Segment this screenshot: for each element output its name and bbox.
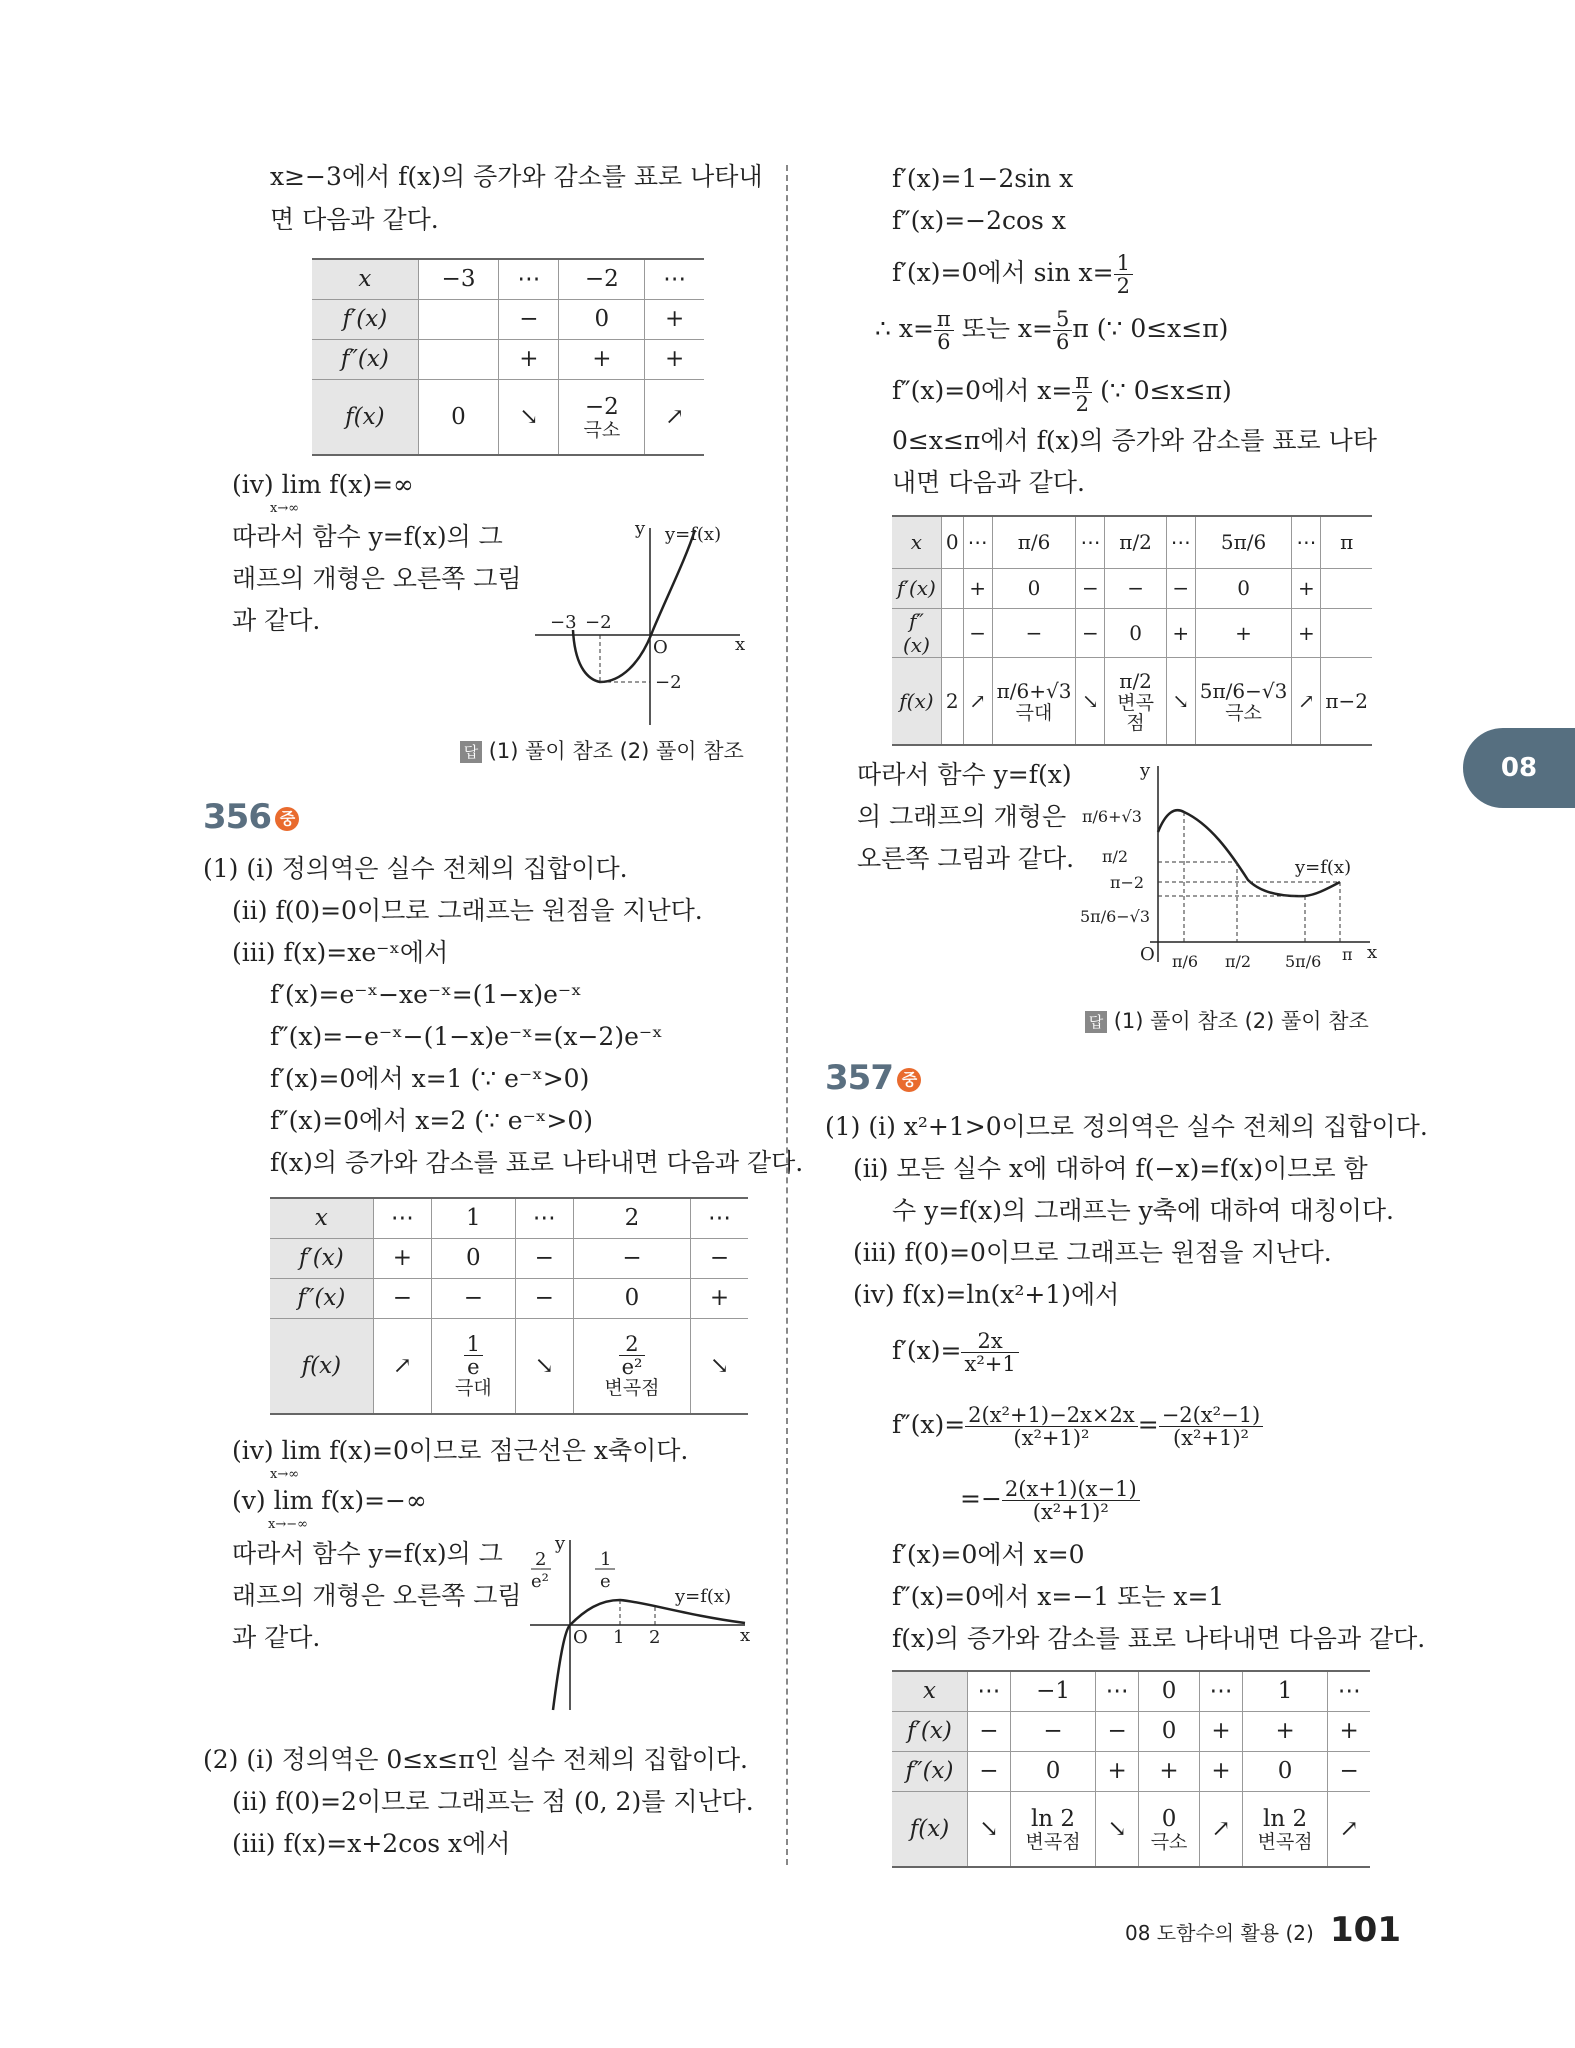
inflection-note: 변곡점 — [1025, 1830, 1081, 1853]
table-row — [270, 1238, 748, 1278]
table-cell: 0 — [992, 568, 1076, 608]
table-cell: f(x) — [312, 379, 418, 455]
table-cell — [1321, 608, 1372, 657]
table-cell: + — [499, 339, 559, 379]
table-cell — [574, 1318, 691, 1414]
inflection-note: 변곡점 — [1257, 1830, 1313, 1853]
s2-ii: (ii) f(0)=2이므로 그래프는 점 (0, 2)를 지난다. — [232, 1787, 754, 1816]
table-cell: x — [312, 259, 418, 299]
tick-2: 2 — [649, 1627, 661, 1648]
table-cell: x — [892, 516, 941, 568]
answer-icon: 답 — [1085, 1011, 1107, 1033]
graph1-text-2: 래프의 개형은 오른쪽 그림 — [232, 564, 522, 593]
table-cell: ⋯ — [1166, 516, 1195, 568]
table-row — [270, 1278, 748, 1318]
table-cell: −3 — [418, 259, 499, 299]
label-mid: π/2 — [1102, 847, 1129, 866]
table-cell: 1 — [432, 1198, 515, 1238]
table-cell: + — [1242, 1711, 1328, 1751]
intro-line-1: x≥−3에서 f(x)의 증가와 감소를 표로 나타내 — [270, 162, 763, 191]
table-cell: f″(x) — [892, 1751, 968, 1791]
table-cell: + — [1292, 568, 1321, 608]
graph2-text-3: 과 같다. — [232, 1623, 321, 1652]
table-cell: + — [1139, 1751, 1200, 1791]
fraction: $\frac{\pi}{6}$ — [934, 308, 954, 353]
table-cell: − — [1076, 568, 1105, 608]
table-cell: ⋯ — [690, 1198, 748, 1238]
s1-table-intro: f(x)의 증가와 감소를 표로 나타내면 다음과 같다. — [270, 1148, 804, 1177]
q-z1: f′(x)=0에서 x=0 — [892, 1540, 1085, 1569]
table-cell: ↗ — [1200, 1791, 1243, 1867]
s1-z1: f′(x)=0에서 x=1 (∵ e⁻ˣ>0) — [270, 1064, 590, 1093]
table-cell: 0 — [432, 1238, 515, 1278]
label-2-den: e² — [531, 1571, 549, 1592]
table-row — [892, 1751, 1370, 1791]
table-cell: 0 — [941, 516, 963, 568]
label-2-num: 2 — [535, 1549, 547, 1570]
intro-line-2: 면 다음과 같다. — [270, 205, 439, 234]
table-cell: + — [1195, 608, 1292, 657]
table-cell — [432, 1318, 515, 1414]
graph3-text-2: 의 그래프의 개형은 — [857, 802, 1067, 831]
y-label: y — [1140, 760, 1151, 781]
table-row — [892, 1671, 1370, 1711]
origin-label: O — [653, 637, 668, 658]
table-row — [312, 259, 704, 299]
table-cell: + — [1096, 1751, 1139, 1791]
table-cell: ⋯ — [1200, 1671, 1243, 1711]
origin-label: O — [573, 1627, 588, 1648]
table-cell: − — [1105, 568, 1166, 608]
q-d2: f″(x)= $\frac{\text{2(x²+1)−2x×2x}}{\text{(x²+1)²}}$ = $\frac{\text{−2(x²−1)}}{\text{(x²+1)²}}$ — [892, 1404, 1263, 1449]
problem-number: 357 — [825, 1058, 893, 1098]
s1-v: (v) lim f(x)=−∞ — [232, 1486, 427, 1515]
table-cell: ↘ — [690, 1318, 748, 1414]
table-cell: + — [559, 339, 645, 379]
q-iv: (iv) f(x)=ln(x²+1)에서 — [853, 1280, 1120, 1309]
table-cell: 0 — [559, 299, 645, 339]
table-cell: − — [1010, 1711, 1096, 1751]
min-note: 극소 — [583, 418, 621, 441]
graph2-text-2: 래프의 개형은 오른쪽 그림 — [232, 1581, 522, 1610]
curve — [1158, 810, 1340, 896]
table-cell: −2 — [559, 259, 645, 299]
table-cell: 0 — [1139, 1671, 1200, 1711]
table-cell: − — [499, 299, 559, 339]
q-d1: f′(x)= $\frac{2x}{\text{x²+1}}$ — [892, 1330, 1019, 1375]
q-d3: =− $\frac{2(x+1)(x-1)}{\text{(x²+1)²}}$ — [960, 1478, 1140, 1523]
fraction: $\frac{\pi}{2}$ — [1072, 370, 1092, 415]
table-sign-4 — [892, 1670, 1370, 1868]
table-cell: ↘ — [1096, 1791, 1139, 1867]
table-cell: − — [968, 1751, 1011, 1791]
table-cell: + — [690, 1278, 748, 1318]
table-cell: x — [892, 1671, 968, 1711]
table-cell: 0 극소 — [1139, 1791, 1200, 1867]
chapter-tab: 08 — [1463, 728, 1575, 808]
tick-m3: −3 — [550, 612, 577, 633]
table-cell — [418, 339, 499, 379]
table-cell: 0 — [1010, 1751, 1096, 1791]
s1-z2: f″(x)=0에서 x=2 (∵ e⁻ˣ>0) — [270, 1106, 593, 1135]
table-cell: − — [1096, 1711, 1139, 1751]
table-cell: f″(x) — [270, 1278, 373, 1318]
graph3-text-1: 따라서 함수 y=f(x) — [857, 760, 1072, 789]
min-note: 극소 — [1225, 701, 1262, 724]
table-cell: ln 2 변곡점 — [1242, 1791, 1328, 1867]
min-value: −2 — [584, 393, 619, 420]
table-cell: + — [373, 1238, 431, 1278]
table-cell: − — [432, 1278, 515, 1318]
table-cell: + — [645, 299, 704, 339]
answer-icon: 답 — [460, 741, 482, 763]
table-cell: + — [1200, 1711, 1243, 1751]
x-label: x — [1367, 942, 1378, 963]
table-cell: −1 — [1010, 1671, 1096, 1711]
table-cell: ↘ — [499, 379, 559, 455]
q-i: (1) (i) x²+1>0이므로 정의역은 실수 전체의 집합이다. — [825, 1112, 1428, 1141]
table-cell — [941, 568, 963, 608]
fraction: $\frac{5}{6}$ — [1053, 308, 1072, 353]
label-pm2: π−2 — [1110, 873, 1145, 892]
r-table-intro-1: 0≤x≤π에서 f(x)의 증가와 감소를 표로 나타 — [892, 426, 1377, 455]
table-cell: − — [1166, 568, 1195, 608]
fraction: $\frac{\text{−2(x²−1)}}{\text{(x²+1)²}}$ — [1159, 1404, 1264, 1449]
table-cell — [559, 379, 645, 455]
table-cell: − — [373, 1278, 431, 1318]
tick-pi6: π/6 — [1172, 952, 1199, 971]
graph-1 — [535, 520, 755, 730]
answer-text: (1) 풀이 참조 (2) 풀이 참조 — [1113, 1009, 1369, 1033]
table-cell: + — [1292, 608, 1321, 657]
origin-label: O — [1140, 944, 1155, 965]
problem-number: 356 — [203, 797, 271, 837]
table-cell: ⋯ — [645, 259, 704, 299]
curve-label: y=f(x) — [675, 1586, 732, 1607]
curve — [573, 530, 695, 682]
s1-iii: (iii) f(x)=xe⁻ˣ에서 — [232, 938, 449, 967]
r-d1: f′(x)=1−2sin x — [892, 164, 1074, 193]
q-z2: f″(x)=0에서 x=−1 또는 x=1 — [892, 1582, 1225, 1611]
r-table-intro-2: 내면 다음과 같다. — [892, 468, 1085, 497]
s1-d2: f″(x)=−e⁻ˣ−(1−x)e⁻ˣ=(x−2)e⁻ˣ — [270, 1022, 663, 1051]
table-row — [270, 1198, 748, 1238]
table-cell: 1 — [1242, 1671, 1328, 1711]
table-cell: ↘ — [1166, 657, 1195, 745]
max-note: 극대 — [455, 1377, 492, 1400]
table-cell: − — [992, 608, 1076, 657]
table-cell: π−2 — [1321, 657, 1372, 745]
table-cell: − — [963, 608, 992, 657]
table-cell: f(x) — [892, 1791, 968, 1867]
table-cell: ↘ — [968, 1791, 1011, 1867]
table-cell: ↗ — [1292, 657, 1321, 745]
curve-label: y=f(x) — [1295, 857, 1352, 878]
table-sign-1 — [312, 258, 704, 456]
table-cell: 0 — [1139, 1711, 1200, 1751]
x-label: x — [735, 634, 746, 655]
table-cell: ↘ — [1076, 657, 1105, 745]
table-row — [892, 608, 1372, 657]
table-cell: ln 2 변곡점 — [1010, 1791, 1096, 1867]
table-cell: 2 — [574, 1198, 691, 1238]
column-divider — [786, 165, 788, 1865]
s1-i: (1) (i) 정의역은 실수 전체의 집합이다. — [203, 854, 628, 883]
q-ii-b: 수 y=f(x)의 그래프는 y축에 대하여 대칭이다. — [892, 1196, 1394, 1225]
table-cell: ↗ — [373, 1318, 431, 1414]
table-cell: ⋯ — [1076, 516, 1105, 568]
table-cell: f′(x) — [892, 568, 941, 608]
x-label: x — [740, 1625, 751, 1646]
table-row — [270, 1318, 748, 1414]
q-iii: (iii) f(0)=0이므로 그래프는 원점을 지난다. — [853, 1238, 1332, 1267]
graph-2 — [525, 1535, 755, 1715]
table-cell — [418, 299, 499, 339]
table-sign-2 — [270, 1197, 748, 1415]
table-sign-3 — [892, 515, 1372, 746]
s1-iv: (iv) lim f(x)=0이므로 점근선은 x축이다. — [232, 1436, 689, 1465]
table-cell: f′(x) — [270, 1238, 373, 1278]
curve-label: y=f(x) — [665, 524, 722, 545]
inflection-note: 변곡점 — [604, 1377, 660, 1400]
answer-text: (1) 풀이 참조 (2) 풀이 참조 — [488, 739, 744, 763]
table-cell: f″(x) — [312, 339, 418, 379]
table-cell: π/6+√3 극대 — [992, 657, 1076, 745]
s1-v-sub: x→−∞ — [268, 1517, 308, 1532]
r-z2: f″(x)=0에서 x= $\frac{\pi}{2}$ (∵ 0≤x≤π) — [892, 369, 1232, 416]
table-cell: ↗ — [1328, 1791, 1370, 1867]
table-cell: π/2 — [1105, 516, 1166, 568]
table-cell: 2 — [941, 657, 963, 745]
label-low: 5π/6−√3 — [1080, 907, 1151, 926]
table-cell: + — [645, 339, 704, 379]
table-cell: π — [1321, 516, 1372, 568]
table-cell: + — [1200, 1751, 1243, 1791]
table-cell: x — [270, 1198, 373, 1238]
r-d2: f″(x)=−2cos x — [892, 206, 1066, 235]
table-cell: ↗ — [645, 379, 704, 455]
table-row — [892, 1711, 1370, 1751]
table-cell: + — [963, 568, 992, 608]
s1-iv-sub: x→∞ — [270, 1467, 300, 1482]
y-label: y — [555, 1533, 566, 1554]
curve — [553, 1600, 745, 1710]
table-cell: f(x) — [892, 657, 941, 745]
table-cell: − — [1076, 608, 1105, 657]
y-label: y — [635, 518, 646, 539]
table-cell: 5π/6 — [1195, 516, 1292, 568]
table-cell: f″(x) — [892, 608, 941, 657]
s2-i: (2) (i) 정의역은 0≤x≤π인 실수 전체의 집합이다. — [203, 1745, 748, 1774]
q-ii-a: (ii) 모든 실수 x에 대하여 f(−x)=f(x)이므로 함 — [853, 1154, 1368, 1183]
tick-m2: −2 — [585, 612, 612, 633]
q-table-intro: f(x)의 증가와 감소를 표로 나타내면 다음과 같다. — [892, 1624, 1426, 1653]
table-row — [892, 657, 1372, 745]
graph-3 — [1080, 762, 1380, 984]
s1-ii: (ii) f(0)=0이므로 그래프는 원점을 지난다. — [232, 896, 703, 925]
table-cell: f′(x) — [312, 299, 418, 339]
difficulty-badge: 중 — [275, 807, 299, 831]
problem-357 — [825, 1058, 921, 1098]
s1-d1: f′(x)=e⁻ˣ−xe⁻ˣ=(1−x)e⁻ˣ — [270, 980, 582, 1009]
table-cell: 0 — [1105, 608, 1166, 657]
fraction: $\frac{2x}{\text{x²+1}}$ — [961, 1330, 1018, 1375]
table-cell: f(x) — [270, 1318, 373, 1414]
problem-356 — [203, 797, 299, 837]
table-cell: 0 — [1195, 568, 1292, 608]
table-cell: 0 — [1242, 1751, 1328, 1791]
table-cell: − — [515, 1278, 573, 1318]
table-cell: ⋯ — [1096, 1671, 1139, 1711]
table-cell: ⋯ — [515, 1198, 573, 1238]
limit-iv: (iv) lim f(x)=∞ — [232, 470, 414, 499]
table-row — [892, 1791, 1370, 1867]
table-cell: − — [574, 1238, 691, 1278]
fraction: $\frac{1}{e}$ — [464, 1333, 483, 1378]
table-cell: ⋯ — [963, 516, 992, 568]
graph1-text-3: 과 같다. — [232, 606, 321, 635]
table-cell: − — [968, 1711, 1011, 1751]
table-cell: − — [1328, 1751, 1370, 1791]
table-cell: 0 — [418, 379, 499, 455]
table-cell: π/2 변곡점 — [1105, 657, 1166, 745]
table-cell: ⋯ — [968, 1671, 1011, 1711]
label-top: π/6+√3 — [1082, 807, 1142, 826]
table-cell: f′(x) — [892, 1711, 968, 1751]
label-1-num: 1 — [600, 1549, 612, 1570]
max-note: 극대 — [1015, 701, 1053, 724]
table-cell: ⋯ — [1292, 516, 1321, 568]
table-cell: ⋯ — [373, 1198, 431, 1238]
table-cell: 0 — [574, 1278, 691, 1318]
tick-pi: π — [1342, 945, 1353, 964]
r-z1: f′(x)=0에서 sin x= $\frac{1}{2}$ — [892, 252, 1133, 297]
table-row — [312, 299, 704, 339]
tick-1: 1 — [613, 1627, 625, 1648]
fraction: $\frac{2(x+1)(x-1)}{\text{(x²+1)²}}$ — [1002, 1478, 1140, 1523]
inflection-note: 변곡점 — [1117, 691, 1154, 734]
table-cell: − — [515, 1238, 573, 1278]
min-note: 극소 — [1150, 1830, 1188, 1853]
table-row — [312, 339, 704, 379]
table-cell: ↘ — [515, 1318, 573, 1414]
answer-1 — [460, 735, 744, 765]
table-cell: ⋯ — [1328, 1671, 1370, 1711]
tick-y-m2: −2 — [655, 672, 682, 693]
table-cell: − — [690, 1238, 748, 1278]
graph2-text-1: 따라서 함수 y=f(x)의 그 — [232, 1539, 503, 1568]
page-number: 101 — [1330, 1910, 1401, 1950]
table-row — [892, 516, 1372, 568]
table-cell: 5π/6−√3 극소 — [1195, 657, 1292, 745]
fraction: $\frac{\text{2(x²+1)−2x×2x}}{\text{(x²+1)²}}$ — [965, 1404, 1138, 1449]
table-row — [892, 568, 1372, 608]
table-cell — [941, 608, 963, 657]
r-solutions: ∴ x= $\frac{\pi}{6}$ 또는 x= $\frac{5}{6}$ π (∵ 0≤x≤π) — [875, 307, 1229, 354]
footer-chapter: 08 도함수의 활용 (2) — [1125, 1921, 1314, 1945]
table-cell: + — [1328, 1711, 1370, 1751]
difficulty-badge: 중 — [897, 1068, 921, 1092]
label-1-den: e — [600, 1571, 611, 1592]
s2-iii: (iii) f(x)=x+2cos x에서 — [232, 1829, 511, 1858]
fraction: $\frac{1}{2}$ — [1114, 252, 1133, 297]
tick-pi2: π/2 — [1225, 952, 1252, 971]
table-cell: + — [1166, 608, 1195, 657]
fraction: $\frac{2}{\text{e²}}$ — [619, 1333, 646, 1378]
graph3-text-3: 오른쪽 그림과 같다. — [857, 844, 1075, 873]
table-cell: ⋯ — [499, 259, 559, 299]
answer-2 — [1085, 1005, 1369, 1035]
table-cell: π/6 — [992, 516, 1076, 568]
table-cell — [1321, 568, 1372, 608]
limit-iv-sub: x→∞ — [270, 501, 300, 516]
table-cell: ↗ — [963, 657, 992, 745]
graph1-text-1: 따라서 함수 y=f(x)의 그 — [232, 522, 503, 551]
tick-5pi6: 5π/6 — [1285, 952, 1322, 971]
table-row — [312, 379, 704, 455]
